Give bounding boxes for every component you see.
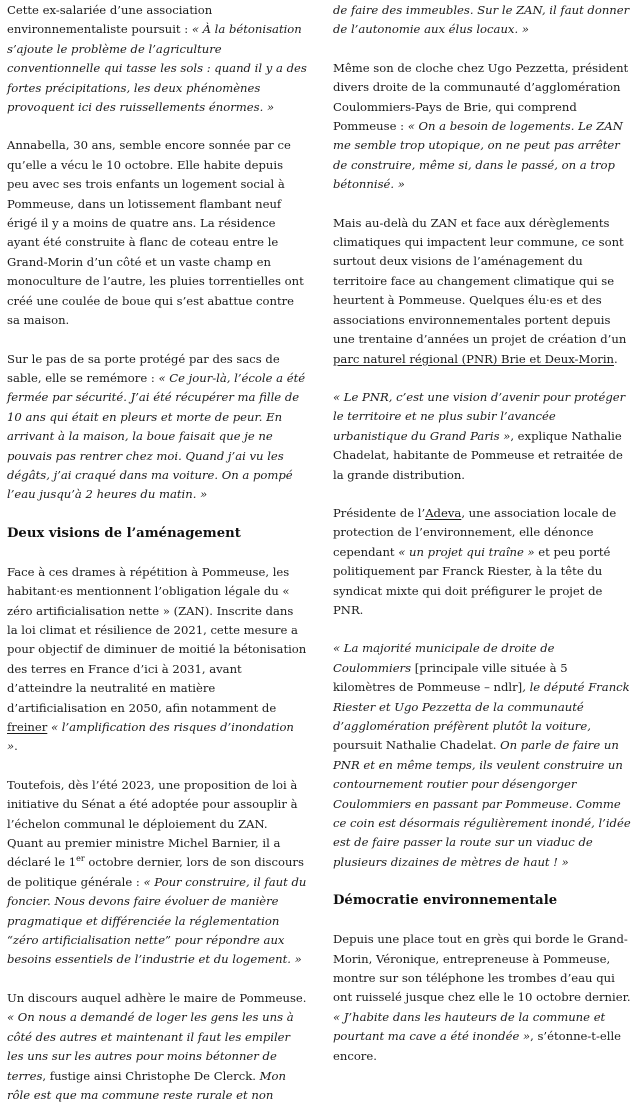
pnr-link[interactable]: parc naturel régional (PNR) Brie et Deux-Morin [333, 351, 615, 366]
text: Cette ex-salariée d’une association environnementaliste poursuit : [7, 3, 213, 37]
paragraph [333, 214, 633, 369]
paragraph [333, 388, 633, 485]
text: Même son de cloche chez Ugo Pezzetta, président divers droite de la communauté d’agglomération Coulommiers-Pays de Brie, qui comprend Pommeuse : [333, 60, 629, 134]
text: et peu porté politiquement par Franck Riester, à la tête du syndicat mixte qui doit préfigurer le projet de PNR. [333, 544, 611, 617]
editor-note: [principale ville située à 5 kilomètres de Pommeuse – ndlr] [333, 660, 568, 695]
quote: « Pour construire, il faut du foncier. Nous devons faire évoluer de manière pragmatique et différenciée la réglementation “zéro artificialisation nette” pour répondre aux besoins essentiels de l’industrie et du logement. » [7, 874, 307, 967]
section-heading: Démocratie environnementale [333, 893, 558, 909]
paragraph [7, 350, 307, 505]
quote: « l’amplification des risques d’inondation » [7, 720, 294, 754]
left-column [7, 1, 307, 1105]
quote: « un projet qui traîne » [398, 544, 535, 559]
paragraph [333, 930, 633, 1066]
text: , une association locale de protection de l’environnement, elle dénonce cependant [333, 505, 617, 559]
superscript: er [76, 854, 85, 864]
text: , s’étonne-t-elle encore. [333, 1029, 622, 1063]
text: Face à ces drames à répétition à Pommeuse, les habitant·es mentionnent l’obligation légale du « zéro artificialisation nette » (ZAN). Inscrite dans la loi climat et résilience de 2021, cette mesure a pour objectif de diminuer de moitié la bétonisation des terres en France d’ici à 2031, avant d’atteindre la neutralité en matière d’artificialisation en 2050, afin notamment de [7, 564, 307, 715]
quote: « Le PNR, c’est une vision d’avenir pour protéger le territoire et ne plus subir l’avancée urbanistique du Grand Paris » [333, 389, 626, 443]
quote: « On nous a demandé de loger les gens les uns à côté des autres et maintenant il faut les empiler les uns sur les autres pour moins bétonner de terres [7, 1010, 294, 1083]
text: poursuit Nathalie Chadelat. [333, 738, 501, 753]
quote: « À la bétonisation s’ajoute le problème de l’agriculture conventionnelle qui tasse les sols : quand il y a des fortes précipitations, les deux phénomènes provoquent ici des ruissellements énormes. » [7, 22, 307, 115]
quote: , le député Franck Riester et Ugo Pezzetta de la communauté d’agglomération préfèrent plutôt la voiture, [333, 680, 630, 733]
quote: « J’habite dans les hauteurs de la commune et pourtant ma cave a été inondée » [333, 1009, 606, 1044]
text: Toutefois, dès l’été 2023, une proposition de loi à initiative du Sénat a été adoptée pour assouplir à l’échelon communal le déploiement du ZAN. Quant au premier ministre Michel Barnier, il a déclaré le 1 [7, 777, 298, 870]
quote: On parle de faire un PNR et en même temps, ils veulent construire un contournement routier pour désengorger Coulommiers en passant par Pommeuse. Comme ce coin est désormais régulièrement inondé, l’idée est de faire passer la route sur un viaduc de plusieurs dizaines de mètres de haut ! » [333, 738, 631, 869]
text: Sur le pas de sa porte protégé par des sacs de sable, elle se remémore : [7, 351, 280, 385]
text: Présidente de l’ [333, 505, 426, 520]
paragraph [7, 563, 307, 757]
paragraph [7, 776, 307, 970]
right-column [333, 1, 633, 1066]
section-heading: Deux visions de l’aménagement [7, 525, 241, 541]
text: . [614, 351, 618, 366]
text: Un discours auquel adhère le maire de Pommeuse. [7, 990, 307, 1005]
text: , explique Nathalie Chadelat, habitante de Pommeuse et retraitée de la grande distribution. [333, 428, 623, 482]
paragraph [7, 1, 307, 117]
paragraph [333, 59, 633, 195]
paragraph [333, 639, 633, 872]
text: , fustige ainsi Christophe De Clerck. [42, 1068, 260, 1083]
paragraph [7, 136, 307, 330]
quote: « La majorité municipale de droite de Coulommiers [333, 641, 555, 675]
text: Mais au-delà du ZAN et face aux dérèglements climatiques qui impactent leur commune, ce sont surtout deux visions de l’aménagement du territoire face au changement climatique qui se heurtent à Pommeuse. Quelques élu·es et des associations environnementales portent depuis une trentaine d’années un projet de création d’un [333, 215, 627, 347]
paragraph [333, 1, 633, 40]
text: octobre dernier, lors de son discours de politique générale : [7, 855, 304, 889]
paragraph [333, 504, 633, 620]
quote: « On a besoin de logements. Le ZAN me semble trop utopique, on ne peut pas arrêter de construire, même si, dans le passé, on a trop bétonnisé. » [333, 119, 623, 192]
text: Annabella, 30 ans, semble encore sonnée par ce qu’elle a vécu le 10 octobre. Elle habite depuis peu avec ses trois enfants un logement social à Pommeuse, dans un lotissement flambant neuf érigé il y a moins de quatre ans. La résidence ayant été construite à flanc de coteau entre le Grand-Morin d’un côté et un vaste champ en monoculture de l’autre, les pluies torrentielles ont créé une coulée de boue qui s’est abattue contre sa maison. [7, 138, 304, 328]
adeva-link[interactable]: Adeva [425, 505, 462, 520]
quote: de faire des immeubles. Sur le ZAN, il faut donner de l’autonomie aux élus locaux. » [333, 3, 630, 37]
quote: Mon rôle est que ma commune reste rurale et non [7, 1068, 286, 1102]
paragraph [7, 989, 307, 1105]
quote: « Ce jour-là, l’école a été fermée par sécurité. J’ai été récupérer ma fille de 10 ans qui était en pleurs et morte de peur. En arrivant à la maison, la boue faisait que je ne pouvais pas rentrer chez moi. Quand j’ai vu les dégâts, j’ai craqué dans ma voiture. On a pompé l’eau jusqu’à 2 heures du matin. » [7, 370, 306, 502]
text: Depuis une place tout en grès qui borde le Grand-Morin, Véronique, entrepreneuse à Pommeuse, montre sur son téléphone les trombes d’eau qui ont ruisselé jusque chez elle le 10 octobre dernier. [333, 932, 631, 1005]
text: . [14, 739, 18, 754]
freiner-link[interactable]: freiner [7, 720, 48, 734]
